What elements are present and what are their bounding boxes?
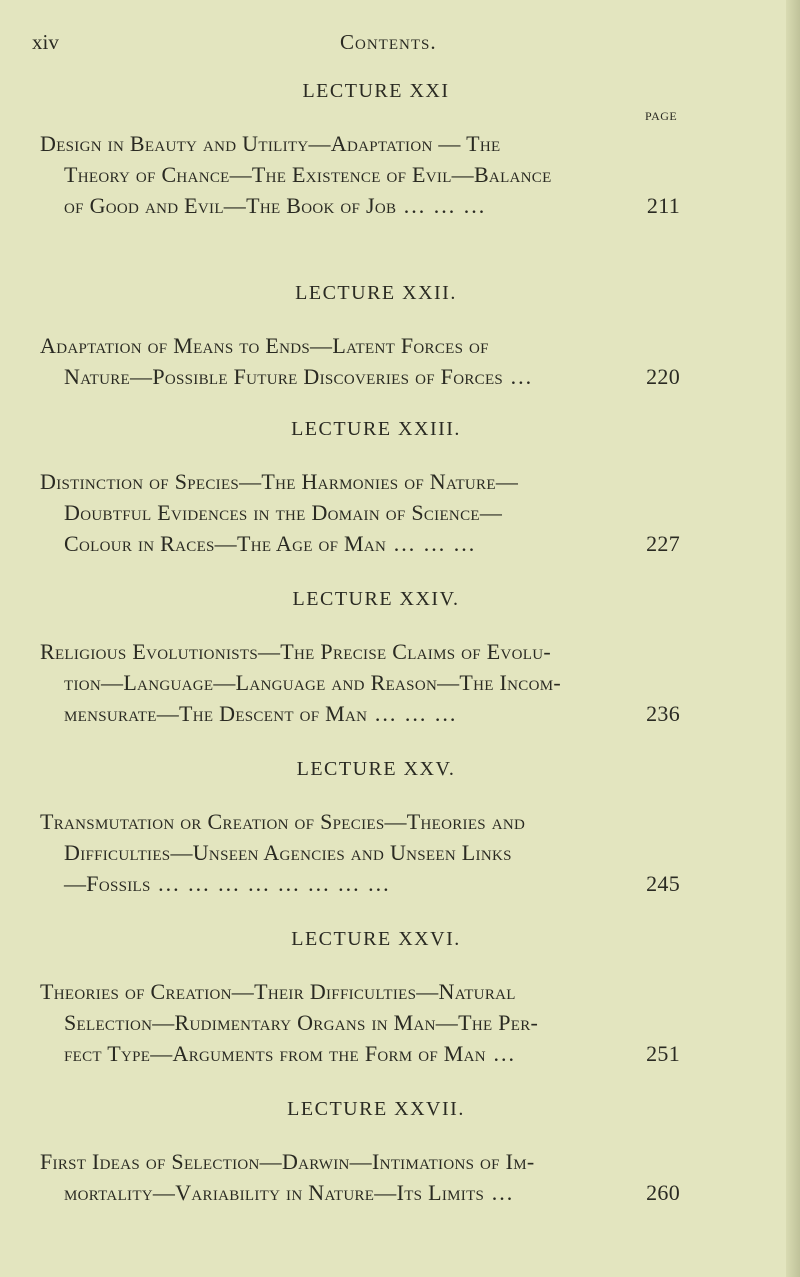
entry-line [40, 1177, 680, 1208]
lecture-heading: LECTURE XXVII. [287, 1098, 465, 1120]
lecture-heading: LECTURE XXII. [295, 282, 457, 304]
lecture-entry[interactable] [40, 976, 680, 1069]
page-reference: 236 [646, 701, 680, 726]
entry-text: —Fossils [64, 871, 151, 896]
entry-line [40, 497, 680, 528]
lecture-block [40, 758, 680, 899]
entry-line [40, 976, 680, 1007]
entry-line [40, 806, 680, 837]
entry-text: Nature—Possible Future Discoveries of Forces [64, 364, 504, 389]
lecture-heading: LECTURE XXIV. [292, 588, 460, 610]
page-reference: 260 [646, 1180, 680, 1205]
page-edge-shadow [786, 0, 800, 1277]
lecture-heading: LECTURE XXIII. [291, 418, 461, 440]
lecture-block [40, 80, 680, 221]
lecture-block [40, 282, 680, 392]
entry-line [40, 128, 680, 159]
entry-line [40, 837, 680, 868]
entry-text: fect Type—Arguments from the Form of Man [64, 1041, 486, 1066]
lecture-block [40, 928, 680, 1069]
lecture-entry[interactable] [40, 128, 680, 221]
entry-text: Colour in Races—The Age of Man [64, 531, 387, 556]
entry-text: of Good and Evil—The Book of Job [64, 193, 397, 218]
lecture-entry[interactable] [40, 330, 680, 392]
lecture-entry[interactable] [40, 1146, 680, 1208]
entry-line [40, 1146, 680, 1177]
page-header [32, 30, 652, 60]
entry-text: Design in Beauty and Utility—Adaptation — The [40, 131, 501, 156]
page-number: xiv [32, 30, 59, 54]
entry-line [40, 1038, 680, 1069]
dot-leader: ... [484, 1180, 515, 1205]
entry-line [40, 636, 680, 667]
entry-text: Transmutation or Creation of Species—Theories and [40, 809, 526, 834]
entry-line [40, 159, 680, 190]
page-reference: 227 [646, 531, 680, 556]
lecture-block [40, 418, 680, 559]
entry-text: Religious Evolutionists—The Precise Claims of Evolu- [40, 639, 551, 664]
entry-text: tion—Language—Language and Reason—The Incom- [64, 670, 561, 695]
entry-line [40, 330, 680, 361]
dot-leader: ... ... ... [396, 193, 487, 218]
entry-text: Doubtful Evidences in the Domain of Science— [64, 500, 503, 525]
entry-text: Theory of Chance—The Existence of Evil—Balance [64, 162, 552, 187]
entry-text: Selection—Rudimentary Organs in Man—The Per- [64, 1010, 539, 1035]
lecture-block [40, 1098, 680, 1208]
dot-leader: ... ... ... ... ... ... ... ... [150, 871, 391, 896]
entry-text: First Ideas of Selection—Darwin—Intimations of Im- [40, 1149, 535, 1174]
entry-line [40, 528, 680, 559]
running-title: Contents. [340, 30, 437, 54]
entry-line [40, 1007, 680, 1038]
lecture-block [40, 588, 680, 729]
entry-text: Theories of Creation—Their Difficulties—Natural [40, 979, 516, 1004]
page-reference: 245 [646, 871, 680, 896]
lecture-entry[interactable] [40, 806, 680, 899]
page-column-label: PAGE [645, 109, 678, 123]
lecture-heading: LECTURE XXV. [296, 758, 456, 780]
entry-text: mortality—Variability in Nature—Its Limits [64, 1180, 485, 1205]
lecture-heading: LECTURE XXVI. [291, 928, 461, 950]
lecture-entry[interactable] [40, 636, 680, 729]
page-reference: 251 [646, 1041, 680, 1066]
entry-line [40, 361, 680, 392]
entry-text: Adaptation of Means to Ends—Latent Forces of [40, 333, 489, 358]
entry-line [40, 466, 680, 497]
dot-leader: ... ... ... [386, 531, 477, 556]
page-reference: 220 [646, 364, 680, 389]
entry-text: Distinction of Species—The Harmonies of Nature— [40, 469, 519, 494]
entry-line [40, 190, 680, 221]
entry-text: Difficulties—Unseen Agencies and Unseen Links [64, 840, 512, 865]
dot-leader: ... [485, 1041, 516, 1066]
lecture-heading: LECTURE XXI [302, 80, 450, 102]
dot-leader: ... ... ... [367, 701, 458, 726]
entry-line [40, 868, 680, 899]
entry-text: mensurate—The Descent of Man [64, 701, 368, 726]
entry-line [40, 698, 680, 729]
dot-leader: ... [503, 364, 534, 389]
entry-line [40, 667, 680, 698]
page-reference: 211 [646, 193, 680, 218]
lecture-entry[interactable] [40, 466, 680, 559]
